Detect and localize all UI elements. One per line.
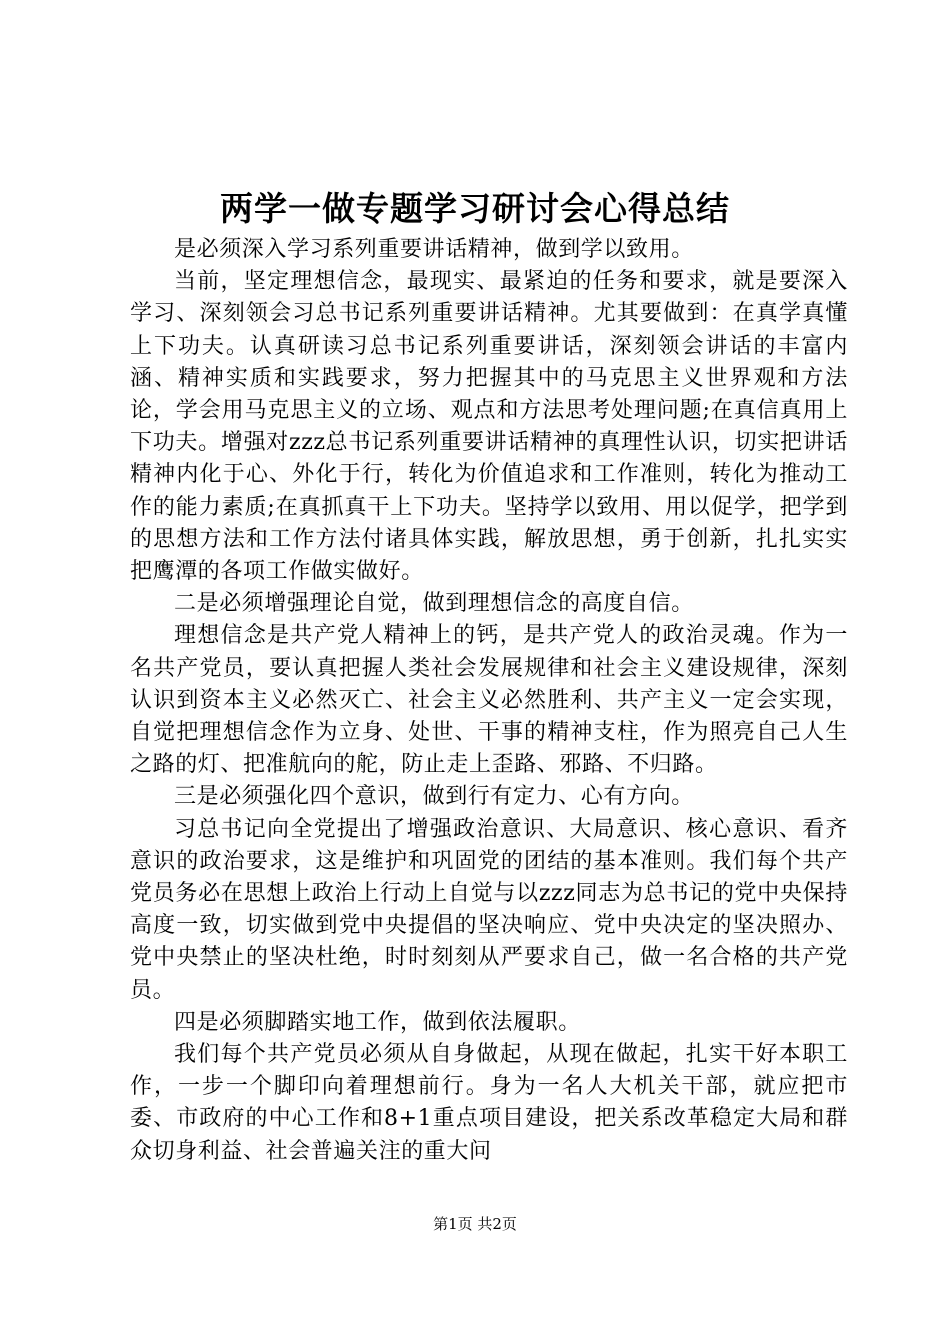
document-title: 两学一做专题学习研讨会心得总结	[220, 189, 730, 228]
paragraph-6: 习总书记向全党提出了增强政治意识、大局意识、核心意识、看齐意识的政治要求，这是维护和巩固党的团结的基本准则。我们每个共产党员务必在思想上政治上行动上自觉与以zzz同志为总书记的党中央保持高度一致，切实做到党中央提倡的坚决响应、党中央决定的坚决照办、党中央禁止的坚决杜绝，时时刻刻从严要求自己，做一名合格的共产党员。	[130, 816, 848, 1003]
paragraph-3: 二是必须增强理论自觉，做到理想信念的高度自信。	[174, 591, 694, 617]
paragraph-4: 理想信念是共产党人精神上的钙，是共产党人的政治灵魂。作为一名共产党员，要认真把握人类社会发展规律和社会主义建设规律，深刻认识到资本主义必然灭亡、社会主义必然胜利、共产主义一定会实现，自觉把理想信念作为立身、处世、干事的精神支柱，作为照亮自己人生之路的灯、把准航向的舵，防止走上歪路、邪路、不归路。	[130, 623, 848, 778]
paragraph-8: 我们每个共产党员必须从自身做起，从现在做起，扎实干好本职工作，一步一个脚印向着理想前行。身为一名人大机关干部，就应把市委、市政府的中心工作和8+1重点项目建设，把关系改革稳定大局和群众切身利益、社会普遍关注的重大问	[130, 1042, 848, 1164]
document-body	[130, 234, 848, 1168]
paragraph-1: 是必须深入学习系列重要讲话精神，做到学以致用。	[174, 237, 694, 262]
paragraph-2: 当前，坚定理想信念，最现实、最紧迫的任务和要求，就是要深入学习、深刻领会习总书记系列重要讲话精神。尤其要做到：在真学真懂上下功夫。认真研读习总书记系列重要讲话，深刻领会讲话的丰富内涵、精神实质和实践要求，努力把握其中的马克思主义世界观和方法论，学会用马克思主义的立场、观点和方法思考处理问题;在真信真用上下功夫。增强对zzz总书记系列重要讲话精神的真理性认识，切实把讲话精神内化于心、外化于行，转化为价值追求和工作准则，转化为推动工作的能力素质;在真抓真干上下功夫。坚持学以致用、用以促学，把学到的思想方法和工作方法付诸具体实践，解放思想，勇于创新，扎扎实实把鹰潭的各项工作做实做好。	[130, 269, 848, 585]
page-number-footer: 第1页 共2页	[433, 1215, 517, 1233]
paragraph-5: 三是必须强化四个意识，做到行有定力、心有方向。	[174, 784, 694, 810]
paragraph-7: 四是必须脚踏实地工作，做到依法履职。	[174, 1009, 581, 1035]
